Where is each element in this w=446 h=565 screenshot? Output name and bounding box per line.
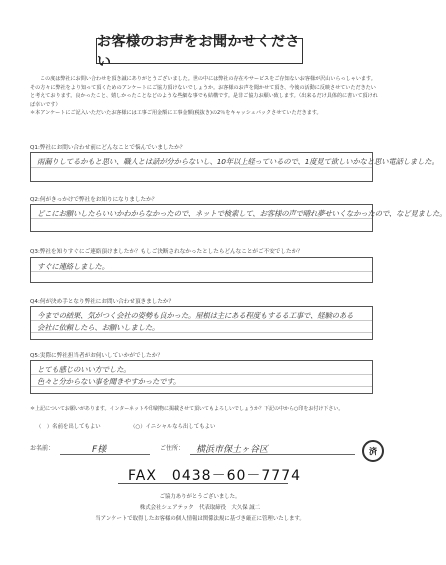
name-label: お名前： <box>30 445 55 452</box>
address-value[interactable]: 横浜市保土ヶ谷区 <box>196 445 269 455</box>
question-2-answer-line-1: どこにお願いしたらいいかわからなかったので、ネットで検索して、お客様の声で晴れ夢せいくなかったので、など見ました。 <box>37 209 446 218</box>
ruled-line <box>31 167 372 168</box>
question-1-answer-box[interactable] <box>30 152 439 182</box>
consent-option-initial[interactable]: （○）イニシャルなら出してもよい <box>130 424 216 430</box>
question-1-label: Q1:弊社にお問い合わせ前にどんなことで悩んでいましたか？ <box>30 145 186 151</box>
question-5-label: Q5:実際に弊社担当者がお伺いしていかがでしたか？ <box>30 353 163 359</box>
question-5-answer-line-2: 色々と分からない事を聞きやすかったです。 <box>37 377 181 386</box>
footer-thanks: ご協力ありがとうございました。 <box>159 494 241 500</box>
question-4-answer-line-2: 会社に依頼したら、お願いしました。 <box>37 323 160 332</box>
question-2-answer-box[interactable] <box>30 204 446 232</box>
consent-option-name[interactable]: （ ）名前を出してもよい <box>36 424 101 430</box>
address-label: ご住所： <box>160 445 185 452</box>
name-value[interactable]: F様 <box>92 445 107 455</box>
question-5-answer-box[interactable] <box>30 360 373 394</box>
question-3-answer-line-1: すぐに連絡しました。 <box>37 262 109 271</box>
question-3-answer-box[interactable] <box>30 257 373 283</box>
processed-stamp: 済 <box>362 440 384 462</box>
consent-options <box>36 422 215 430</box>
page-title: お客様のお声をお聞かせください <box>96 38 303 64</box>
question-1-answer-line-1: 雨漏りしてるかもと思い、職人とは話が分からないし、10年以上経っているので、1度見て欲しいかなと思い電話しました。 <box>37 157 439 166</box>
question-5-answer-line-1: とても感じのいい方でした。 <box>37 365 131 374</box>
question-4-answer-line-1: 今までの結果、気がつく会社の姿勢も良かった。屋根は主にある程度もするる工事で、経験のある <box>37 311 354 320</box>
question-3-label: Q3:弊社を知りすぐにご連絡頂けましたか？もしご決断されなかったとしたらどんなことがご不安でしたか？ <box>30 249 303 255</box>
publication-consent-text: ＊上記についてお願いがあります。インターネットや印刷物に掲載させて頂いてもよろしいでしょうか？下記の中から○印をお付け下さい。 <box>30 406 344 412</box>
fax-underline <box>118 483 288 484</box>
footer-privacy: 当アンケートで取得したお客様の個人情報は関係法規に基づき厳正に管理いたします。 <box>95 516 305 522</box>
question-4-answer-box[interactable] <box>30 306 373 340</box>
cashback-note: ＊本アンケートにご記入いただいたお客様には工事ご用金額に工事金額(税抜き)の2％をキャッシュバックさせていただきます。 <box>30 110 322 117</box>
question-4-label: Q4:何が決め手となり弊社にお問い合わせ頂きましたか？ <box>30 299 175 305</box>
fax-number: FAX 0438－60－7774 <box>128 468 302 484</box>
intro-paragraph: この度は弊社にお問い合わせを頂き誠にありがとうございました。世の中には弊社の存在やサービスをご存知ないお客様が沢山いらっしゃいます。その方々に弊社をより知って頂くためのアンケートにご協力頂けないでしょうか。お客様のお声を聞かせて頂き、今後の活動に反映させていただきたいと考えております。良かったこと、嬉しかったことなどのような些細な事でも結構です。是非ご協力お願い致します。（出来るだけ具体的に書いて頂ければ幸いです） <box>30 76 378 108</box>
footer-company: 株式会社シェアテック 代表取締役 大久保 誠二 <box>139 505 261 511</box>
question-2-label: Q2:何がきっかけで弊社をお知りになりましたか？ <box>30 197 158 203</box>
intro-section <box>30 75 380 118</box>
